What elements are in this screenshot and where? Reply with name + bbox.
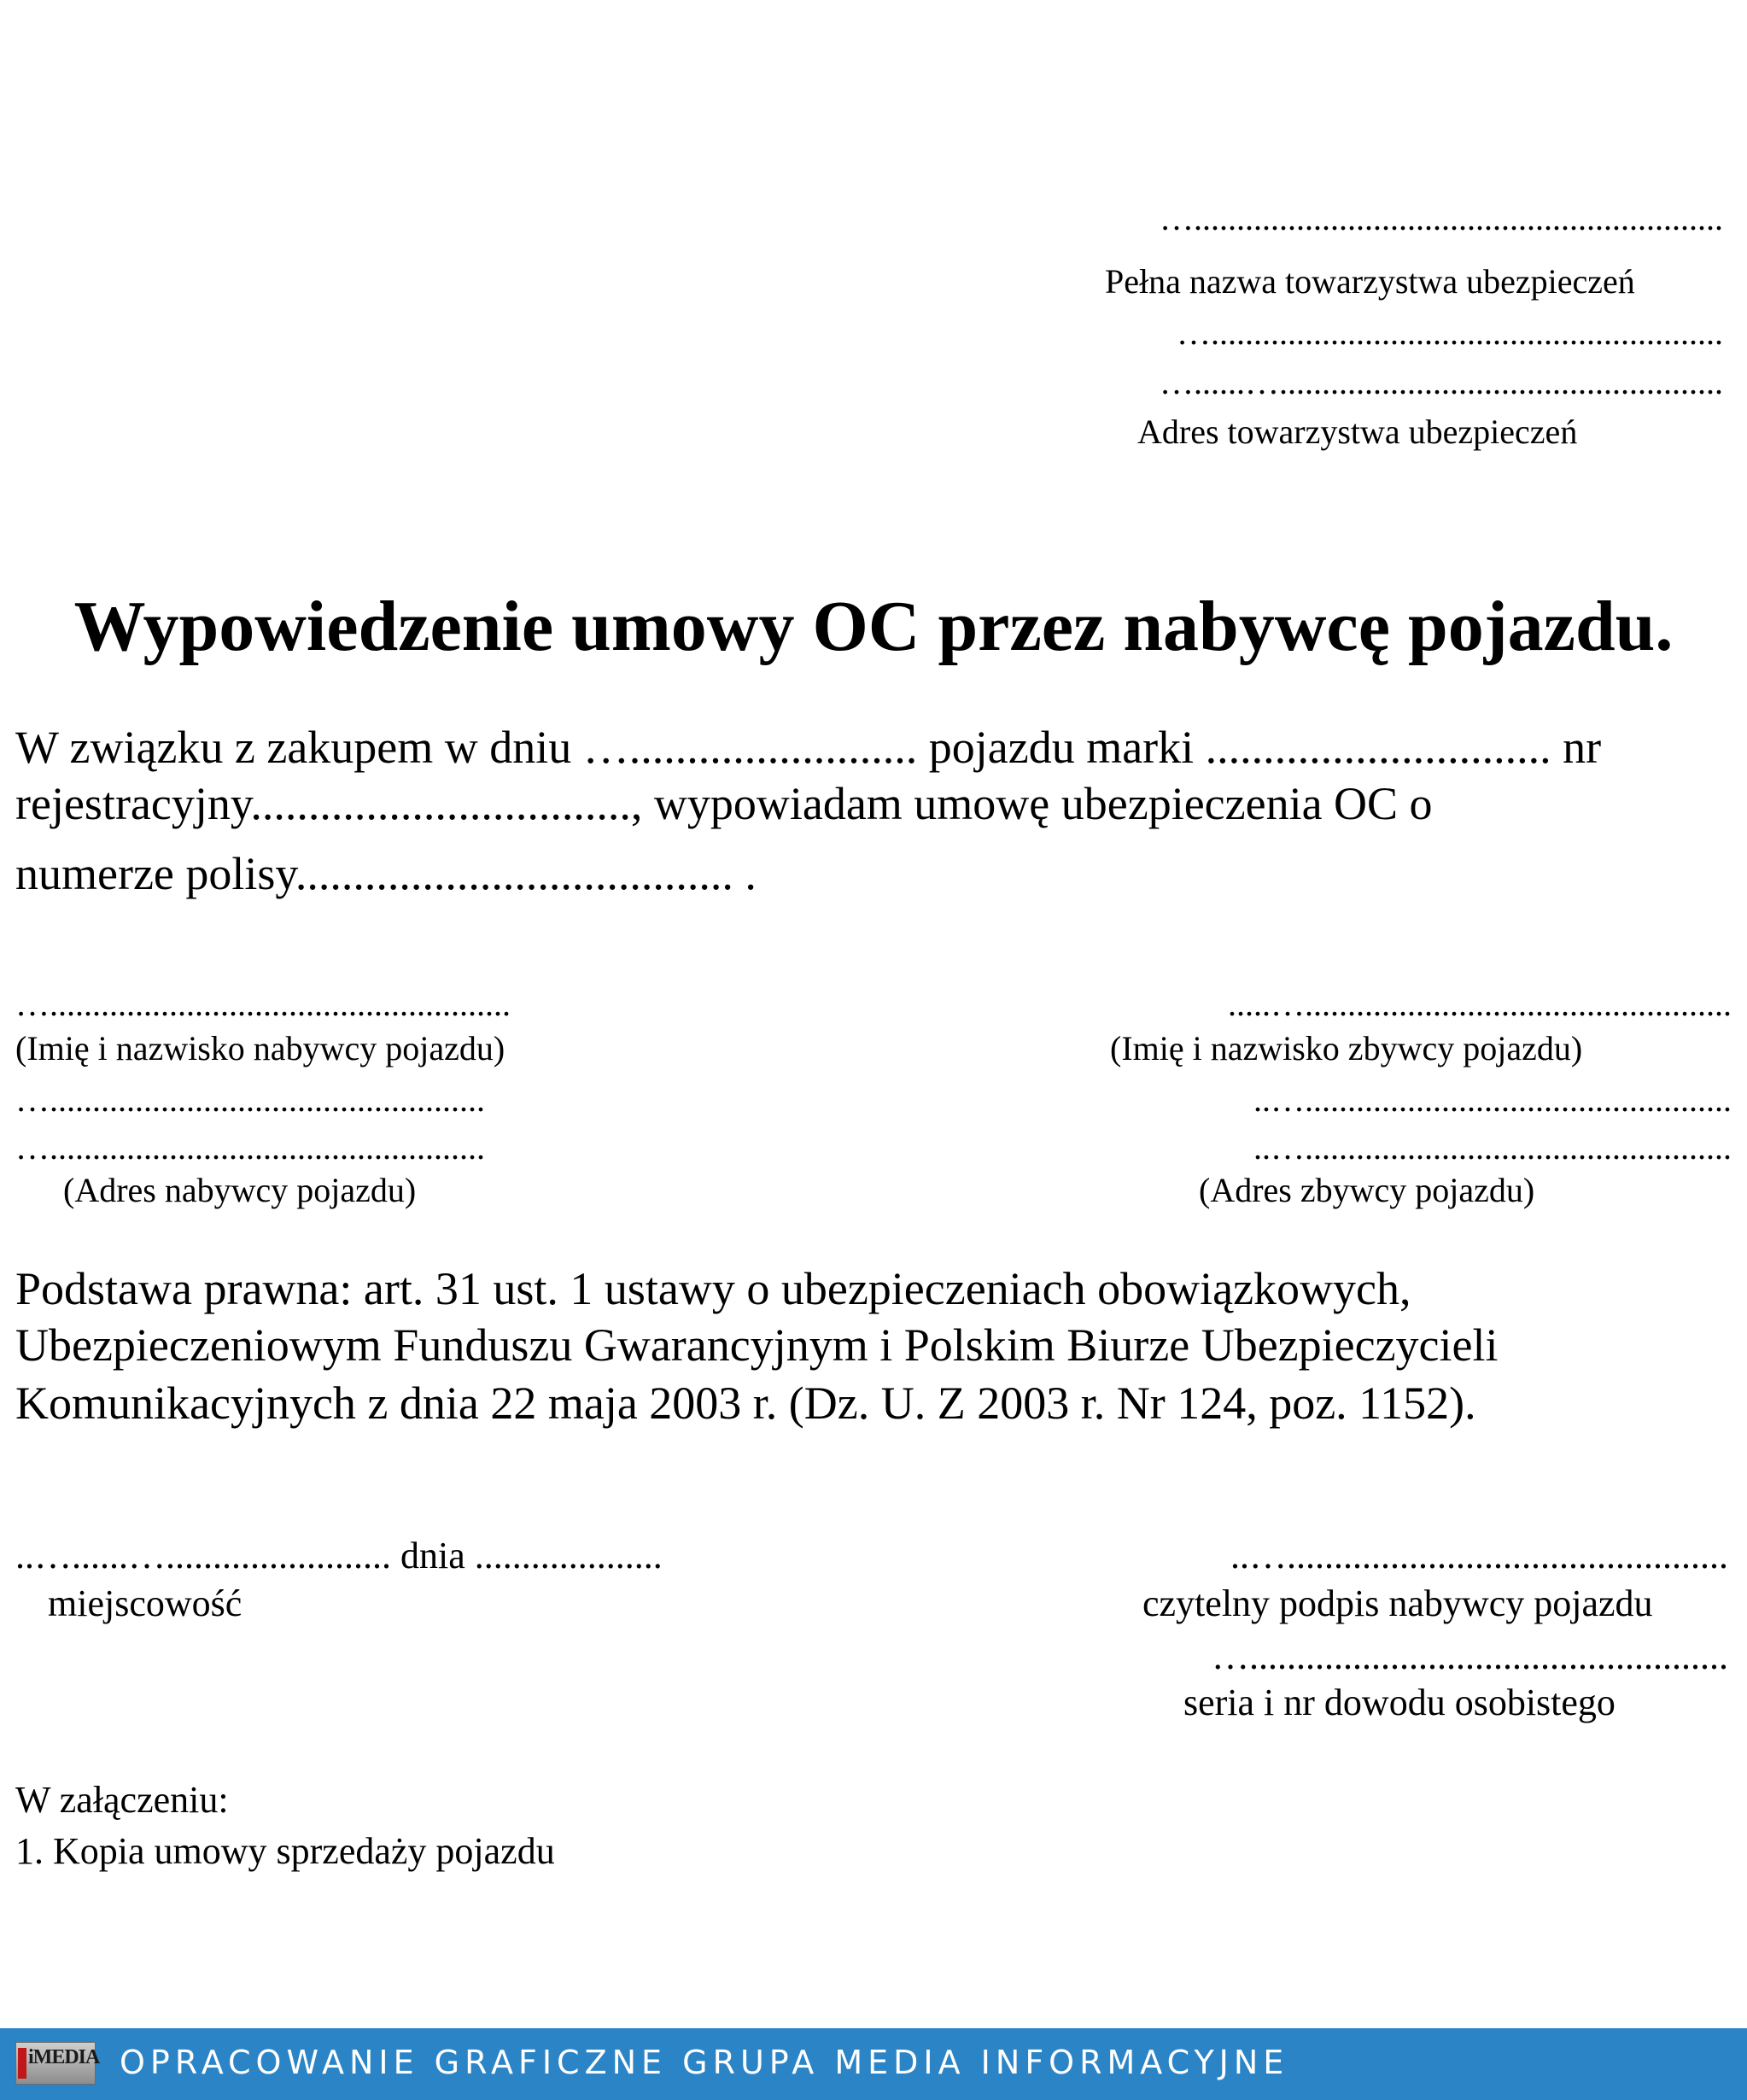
insurer-name-label: Pełna nazwa towarzystwa ubezpieczeń [1105, 262, 1635, 301]
seller-name-label: (Imię i nazwisko zbywcy pojazdu) [1110, 1029, 1583, 1068]
imedia-logo [15, 2042, 100, 2085]
id-number-label: seria i nr dowodu osobistego [1183, 1682, 1616, 1723]
seller-address-line-1: ..….................................................. [1253, 1080, 1732, 1119]
logo-text: iMEDIA [28, 2046, 100, 2068]
body-line-1: W związku z zakupem w dniu …......................... pojazdu marki .............................. nr [15, 722, 1602, 773]
place-label: miejscowość [48, 1582, 242, 1624]
seller-address-line-2: ..….................................................. [1253, 1128, 1732, 1167]
buyer-address-line-2: …................................................... [15, 1128, 485, 1167]
attachment-item-1: 1. Kopia umowy sprzedaży pojazdu [15, 1830, 555, 1872]
body-line-2: rejestracyjny................................., wypowiadam umowę ubezpieczenia OC o [15, 778, 1433, 829]
logo-accent [18, 2048, 26, 2079]
attachments-heading: W załączeniu: [15, 1779, 229, 1821]
insurer-address-line-1: …............................................................ [1177, 313, 1723, 352]
body-line-3: numerze polisy...................................... . [15, 848, 757, 899]
buyer-address-label: (Adres nabywcy pojazdu) [63, 1171, 417, 1209]
insurer-name-line: ….............................................................. [1160, 199, 1723, 237]
buyer-name-line: …...................................................... [15, 985, 511, 1023]
place-date-line: ..…......…........................ dnia .................... [15, 1535, 663, 1576]
legal-basis-line-3: Komunikacyjnych z dnia 22 maja 2003 r. (Dz. U. Z 2003 r. Nr 124, poz. 1152). [15, 1378, 1476, 1429]
seller-address-label: (Adres zbywcy pojazdu) [1199, 1171, 1535, 1209]
buyer-address-line-1: …................................................... [15, 1080, 485, 1119]
footer-bar [0, 2028, 1747, 2100]
document-title: Wypowiedzenie umowy OC przez nabywcę pojazdu. [73, 587, 1674, 666]
signature-line: ..…............................................... [1230, 1535, 1728, 1576]
legal-basis-line-2: Ubezpieczeniowym Funduszu Gwarancyjnym i Polskim Biurze Ubezpieczycieli [15, 1319, 1499, 1371]
seller-name-line: .....….................................................. [1228, 985, 1732, 1023]
footer-credit-text: OPRACOWANIE GRAFICZNE GRUPA MEDIA INFORMACYJNE [120, 2044, 1289, 2081]
insurer-address-label: Adres towarzystwa ubezpieczeń [1137, 412, 1578, 451]
legal-basis-line-1: Podstawa prawna: art. 31 ust. 1 ustawy o ubezpieczeniach obowiązkowych, [15, 1263, 1411, 1314]
insurer-address-line-2: …......….................................................... [1160, 363, 1723, 401]
id-number-line: …................................................... [1212, 1635, 1728, 1677]
signature-label: czytelny podpis nabywcy pojazdu [1142, 1582, 1653, 1624]
buyer-name-label: (Imię i nazwisko nabywcy pojazdu) [15, 1029, 505, 1068]
